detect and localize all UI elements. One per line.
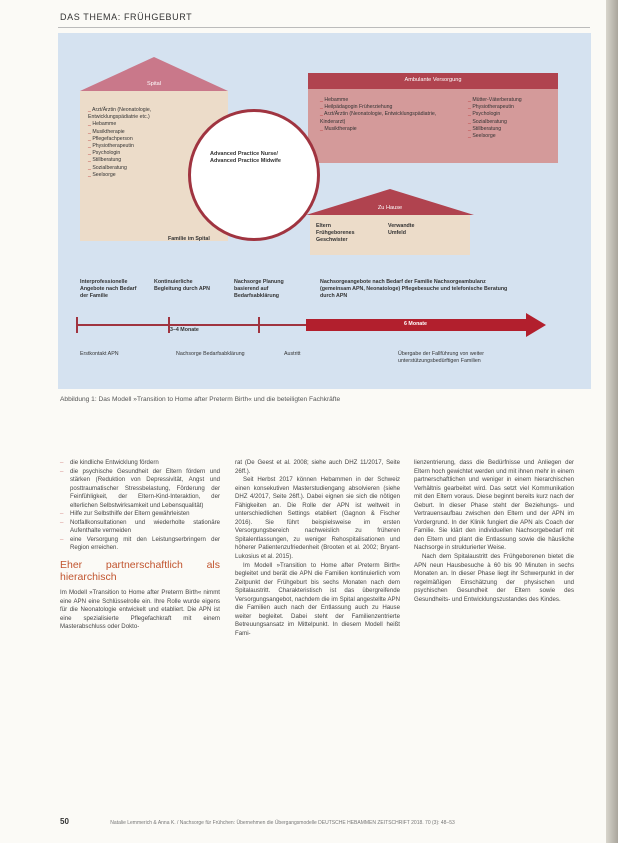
list-item: _ Arzt/Ärztin (Neonatologie, Entwicklungspädiatrie etc.)	[88, 107, 200, 121]
zuhause-item: Verwandte	[388, 223, 415, 229]
list-item: _ Physiotherapeutin	[468, 104, 558, 111]
timeline-tick	[76, 317, 78, 333]
header-rule	[58, 27, 590, 28]
paragraph: rat (De Geest et al. 2008; siehe auch DHZ 11/2017, Seite 26ff.).	[235, 459, 400, 475]
section-heading: Eher partnerschaftlich als hierarchisch	[60, 559, 220, 584]
list-item: _ Stillberatung	[468, 126, 558, 133]
list-item: _ Psychologin	[468, 111, 558, 118]
list-item: _ Mütter-Väterberatung	[468, 97, 558, 104]
list-item: _ die psychische Gesundheit der Eltern fördern und stärken (Reduktion von Depressivität, Angst und posttraumatischer Stressbelastung, Förderung der Feinfühligkeit, der Eltern-Kind-Interaktion, der elterlichen Selbstwirksamkeit und Lebensqualität)	[60, 468, 220, 511]
text-column-1	[60, 459, 220, 632]
zuhause-roof	[306, 189, 474, 215]
list-item: _ Notfallkonsultationen und wiederholte stationäre Aufenthalte vermeiden	[60, 519, 220, 536]
page-edge	[606, 0, 618, 843]
list-item: _ Hilfe zur Selbsthilfe der Eltern gewährleisten	[60, 510, 220, 519]
zuhause-left	[316, 223, 355, 243]
spital-family-label: Familie im Spital	[168, 236, 210, 242]
apn-circle	[188, 109, 320, 241]
page-header: DAS THEMA: FRÜHGEBURT	[60, 12, 193, 22]
list-item: _ Pflegefachperson	[88, 136, 200, 143]
zuhause-item: Umfeld	[388, 229, 406, 236]
page-number: 50	[60, 817, 69, 826]
spital-list	[88, 107, 200, 179]
list-item: _ Arzt/Ärztin (Neonatologie, Entwicklungspädiatrie, Kinderarzt)	[320, 111, 450, 125]
timeline-top-label: Nachsorge Planung basierend auf Bedarfsabklärung	[234, 279, 284, 299]
list-item: _ Musiktherapie	[320, 126, 450, 133]
timeline-top-label: Nachsorgeangebote nach Bedarf der Familie Nachsorgeambulanz (gemeinsam APN, Neonatologe) Pflegebesuche und telefonische Beratung durch APN	[320, 279, 508, 299]
zuhause-item: Eltern	[316, 223, 332, 229]
zuhause-item: Frühgeborenes	[316, 229, 355, 236]
list-item: _ Sozialberatung	[468, 119, 558, 126]
paragraph: Im Modell »Transition to Home after Preterm Birth« begleitet und berät die APN die Familien kontinuierlich vom Zeitpunkt der Frühgeburt bis sechs Monaten nach dem Spitalaustritt. Charakteristisch ist das übergreifende Versorgungsangebot, nachdem die im Spital angestellte APN die Familien auch nach der Entlassung auch zu Hause weiter begleitet. Dabei steht der Familienzentrierte Betreuungsansatz im Mittelpunkt. In diesem Modell heißt Fami-	[235, 561, 400, 637]
timeline-line	[76, 324, 306, 326]
list-item: _ Stillberatung	[88, 157, 200, 164]
list-item: _ Heilpädagogin Früherziehung	[320, 104, 450, 111]
ambulant-title: Ambulante Versorgung	[404, 77, 462, 83]
footer	[60, 817, 590, 826]
footer-text: Natalie Lemmerich & Anna K. / Nachsorge für Frühchen: Übernehmen die Übergangsmodelle DEUTSCHE HEBAMMEN ZEITSCHRIFT 2018. 70 (3): 48–53	[110, 820, 455, 826]
timeline-top-label: Interprofessionelle Angebote nach Bedarf der Familie	[80, 279, 137, 299]
list-item: _ Musiktherapie	[88, 129, 200, 136]
paragraph: Seit Herbst 2017 können Hebammen in der Schweiz einen konsekutiven Masterstudiengang absolvieren (siehe DHZ 4/2017, Seite 26ff.). Dabei eignen sie sich die nötigen Fähigkeiten an. Die Rolle der APN ist weltweit in unterschiedlichen Settings etabliert (Gagnon & Fischer 2016). Sie führt beispielsweise im ersten Versorgungsbereich nachweislich zu früheren Spitalentlassungen, zu weniger Rehospitalisationen und höherer Patientenzufriedenheit (Brooten et al. 2002; Bryant-Lukosius et al. 2015).	[235, 476, 400, 561]
span-left: 3–4 Monate	[170, 327, 199, 333]
list-item: _ Seelsorge	[88, 172, 200, 179]
text-column-3	[414, 459, 574, 604]
figure-caption: Abbildung 1: Das Modell »Transition to Home after Preterm Birth« und die beteiligten Fachkräfte	[60, 396, 341, 403]
text-column-2	[235, 459, 400, 638]
paragraph: Nach dem Spitalaustritt des Frühgeborenen bietet die APN neun Hausbesuche à 60 bis 90 Minuten in sechs Monaten an. In dieser Phase liegt ihr Schwerpunkt in der regelmäßigen Einschätzung der physischen und psychischen Gesundheit der Eltern sowie des Gesundheits- und Entwicklungszustandes des Kindes.	[414, 553, 574, 603]
list-item: _ Physiotherapeutin	[88, 143, 200, 150]
list-item: _ Hebamme	[320, 97, 450, 104]
list-item: _ die kindliche Entwicklung fördern	[60, 459, 220, 468]
ambulant-list-left	[320, 97, 450, 133]
zuhause-item: Geschwister	[316, 236, 348, 243]
ambulant-list-right	[468, 97, 558, 140]
timeline-bottom-label: Erstkontakt APN	[80, 351, 119, 357]
apn-label: Advanced Practice Nurse/ Advanced Practice Midwife	[210, 151, 281, 165]
timeline-bottom-label: Austritt	[284, 351, 301, 357]
timeline-arrow-head	[526, 313, 546, 337]
list-item: _ eine Versorgung mit den Leistungserbringern der Region erreichen.	[60, 536, 220, 553]
goal-list	[60, 459, 220, 553]
list-item: _ Seelsorge	[468, 133, 558, 140]
span-right: 6 Monate	[404, 321, 427, 327]
paragraph: Im Modell »Transition to Home after Preterm Birth« nimmt eine APN eine Schlüsselrolle ein. Ihre Rolle wurde eigens für die Neonatologie entwickelt und etabliert. Die APN ist eine spezialisierte Pflegefachkraft mit einem Masterabschluss oder Dokto-	[60, 589, 220, 631]
list-item: _ Sozialberatung	[88, 165, 200, 172]
timeline-tick	[258, 317, 260, 333]
zuhause-right	[388, 223, 415, 237]
timeline-top-label: Kontinuierliche Begleitung durch APN	[154, 279, 211, 292]
paragraph: lienzentrierung, dass die Bedürfnisse und Anliegen der Eltern hoch gewichtet werden und mit ihnen mehr in einem partnerschaftlichen und weniger in einem hierarchischen Verhältnis gearbeitet wird. Das setzt viel Kommunikation mit den Eltern voraus. Diese beginnt bereits kurz nach der Geburt. In dieser Phase steht der Beziehungs- und Vertrauensaufbau zwischen den Eltern und der APN im Vordergrund. In der Klinik fungiert die APN als Coach der Familie. Sie klärt den individuellen Nachsorgebedarf mit den Eltern und plant die Entlassung sowie die häusliche Nachsorge in strukturierter Weise.	[414, 459, 574, 552]
list-item: _ Hebamme	[88, 121, 200, 128]
zuhause-title: Zu Hause	[377, 205, 403, 211]
figure	[58, 33, 591, 389]
spital-title: Spital	[147, 81, 161, 87]
timeline-bottom-label: Nachsorge Bedarfsabklärung	[176, 351, 245, 357]
list-item: _ Psychologin	[88, 150, 200, 157]
timeline-bottom-label: Übergabe der Fallführung von weiter unterstützungsbedürftigen Familien	[398, 351, 484, 364]
